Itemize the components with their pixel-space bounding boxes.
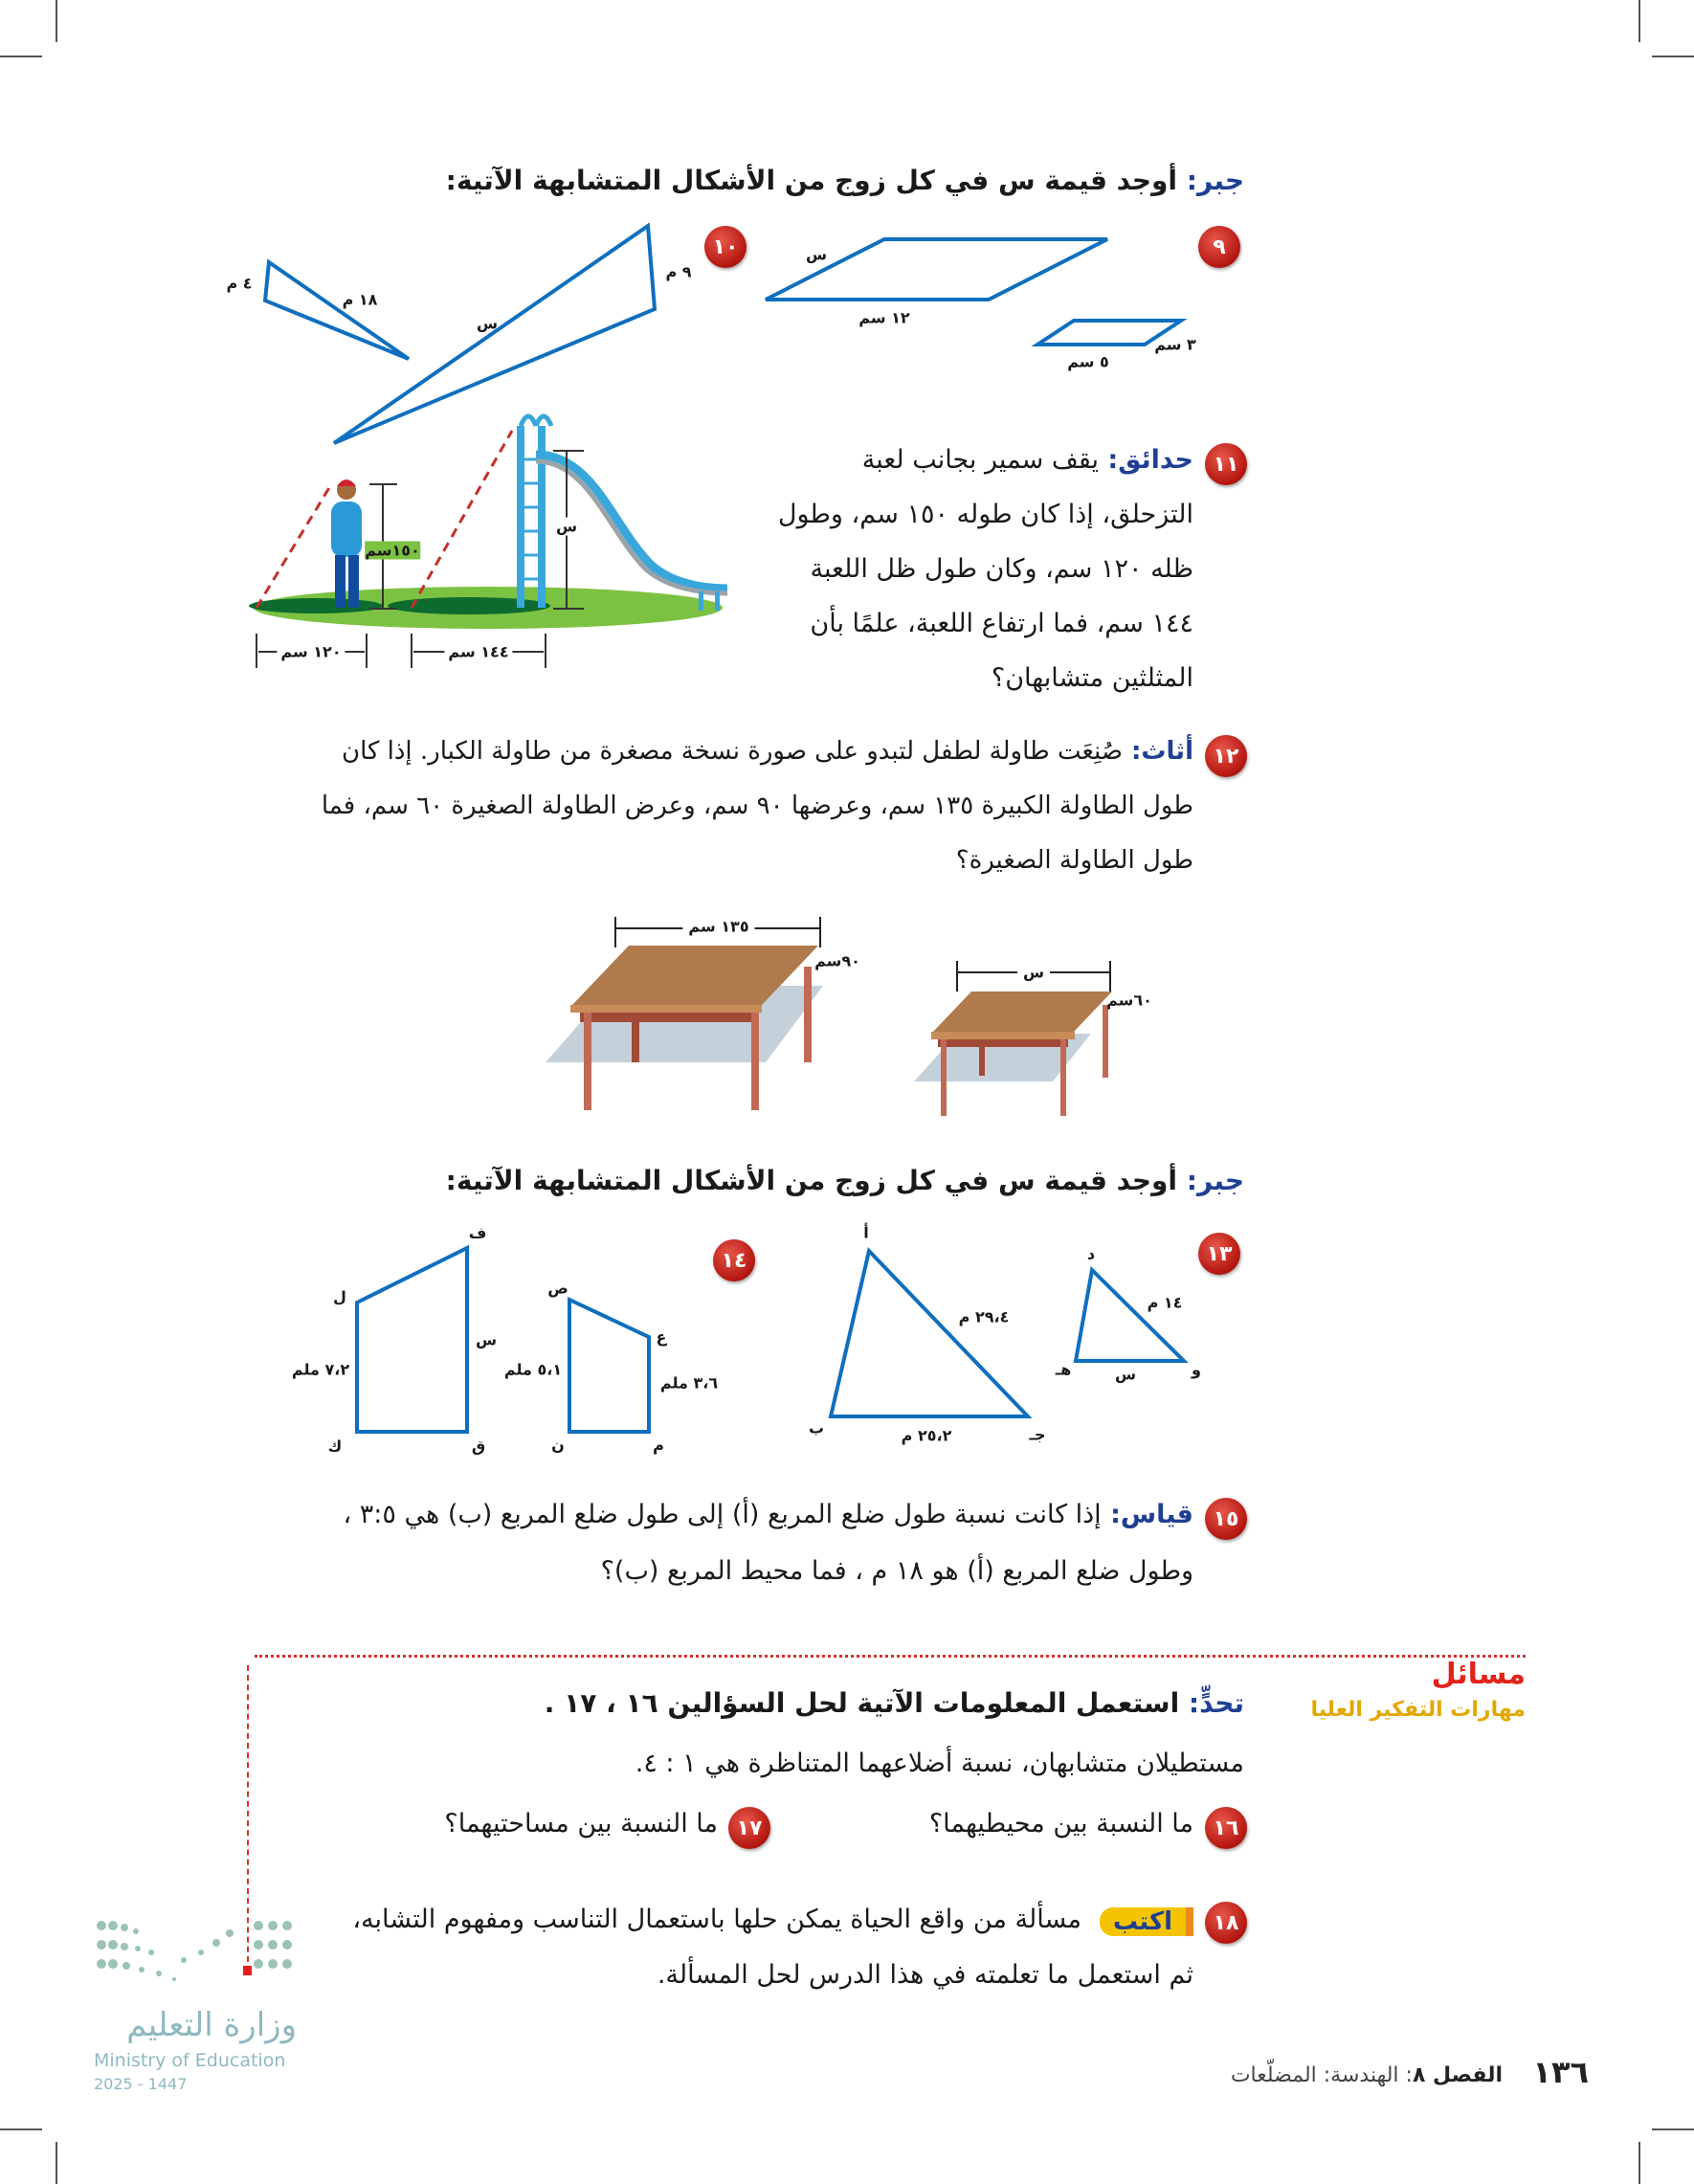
question-line: ظله ١٢٠ سم، وكان طول ظل اللعبة (810, 554, 1193, 584)
challenge-text: استعمل المعلومات الآتية لحل السؤالين ١٦ ، ١٧ . (544, 1687, 1180, 1719)
section-heading: جبر: أوجد قيمة س في كل زوج من الأشكال المتشابهة الآتية: (445, 165, 1244, 196)
vertex-label: ن (551, 1436, 565, 1455)
side-label: س (1114, 1365, 1137, 1384)
write-tag: اكتب (1100, 1907, 1193, 1936)
side-label: س (475, 1330, 498, 1349)
question-number-badge: ١٢ (1205, 735, 1247, 777)
large-triangle (334, 226, 655, 443)
heading-text: أوجد قيمة س في كل زوج من الأشكال المتشابهة الآتية: (445, 1165, 1178, 1196)
question-line: وطول ضلع المربع (أ) هو ١٨ م ، فما محيط المربع (ب)؟ (600, 1556, 1193, 1586)
shape-label: ٩ م (665, 262, 692, 281)
crop-mark (1652, 2128, 1694, 2130)
triangle-abj (831, 1251, 1028, 1416)
side-label: ٢٥،٢ م (901, 1426, 952, 1445)
challenge-keyword: تحدٍّ (1199, 1687, 1244, 1719)
vertex-label: ب (808, 1418, 825, 1437)
crop-mark (0, 2128, 42, 2130)
vertex-label: د (1086, 1244, 1096, 1263)
small-triangle (265, 262, 409, 359)
triangle-dhw (1076, 1270, 1184, 1361)
question-line: طول الطاولة الكبيرة ١٣٥ سم، وعرضها ٩٠ سم، وعرض الطاولة الصغيرة ٦٠ سم، فما (321, 791, 1193, 820)
question-text: إذا كانت نسبة طول ضلع المربع (أ) إلى طول ضلع المربع (ب) هي ٣:٥ ، (343, 1500, 1102, 1529)
big-table-width-label: ٩٠سم (814, 951, 860, 970)
side-label: ١٤ م (1147, 1293, 1183, 1312)
question-keyword: قياس (1120, 1500, 1193, 1529)
ministry-name-arabic: وزارة التعليم (126, 2006, 297, 2044)
shape-label: ٣ سم (1154, 335, 1196, 354)
question-line: أثاث: صُنِعَت طاولة لطفل لتبدو على صورة نسخة مصغرة من طاولة الكبار. إذا كان (341, 737, 1193, 766)
shape-label: ١٢ سم (858, 308, 910, 327)
question-number-badge: ١٣ (1198, 1233, 1240, 1275)
vertex-label: و (1192, 1360, 1201, 1379)
shape-label: ١٨ م (342, 290, 378, 309)
vertex-label: جـ (1029, 1425, 1046, 1444)
side-label: ٢٩،٤ م (958, 1307, 1010, 1326)
hots-border-top (255, 1655, 1526, 1658)
question-line: ١٤٤ سم، فما ارتفاع اللعبة، علمًا بأن (810, 609, 1193, 638)
question-line: المثلثين متشابهان؟ (991, 663, 1193, 693)
question-number-badge: ١٦ (1205, 1807, 1247, 1849)
shape-label: ٤ م (226, 274, 253, 293)
ministry-name-english: Ministry of Education (94, 2050, 286, 2071)
chapter-footer: الفصل ٨: الهندسة: المضلّعات (1230, 2063, 1503, 2087)
person-shadow-label: ١٢٠ سم (277, 643, 345, 661)
side-label: ٣،٦ ملم (659, 1373, 719, 1393)
heading-text: أوجد قيمة س في كل زوج من الأشكال المتشابهة الآتية: (445, 165, 1178, 196)
question-line: طول الطاولة الصغيرة؟ (955, 846, 1193, 875)
question-number-badge: ١٨ (1205, 1902, 1247, 1944)
side-label: ٧،٢ ملم (291, 1360, 350, 1379)
question-number-badge: ١٠ (704, 226, 747, 268)
small-table-width-label: ٦٠سم (1106, 991, 1152, 1010)
vertex-label: ق (471, 1437, 486, 1456)
question-keyword: أثاث (1141, 737, 1193, 766)
section-heading: جبر: أوجد قيمة س في كل زوج من الأشكال المتشابهة الآتية: (445, 1165, 1244, 1196)
question-line: ثم استعمل ما تعلمته في هذا الدرس لحل المسألة. (657, 1960, 1193, 1990)
question-keyword: حدائق (1118, 445, 1193, 475)
question-text: ما النسبة بين مساحتيهما؟ (444, 1809, 718, 1839)
chapter-title: الهندسة: المضلّعات (1230, 2063, 1399, 2087)
crop-mark (1638, 2142, 1640, 2184)
person-height-label: ١٥٠سم (365, 541, 420, 560)
vertex-label: ع (656, 1327, 667, 1347)
side-label: ٥،١ ملم (503, 1360, 563, 1379)
chapter-label: الفصل ٨ (1412, 2063, 1503, 2087)
big-table-length-label: ١٣٥ سم (682, 918, 754, 936)
question-text: ما النسبة بين محيطيهما؟ (928, 1809, 1193, 1839)
shape-label: ٥ سم (1067, 352, 1109, 371)
vertex-label: ص (547, 1279, 568, 1298)
question-text: صُنِعَت طاولة لطفل لتبدو على صورة نسخة مصغرة من طاولة الكبار. إذا كان (341, 737, 1123, 766)
question-line: قياس: إذا كانت نسبة طول ضلع المربع (أ) إلى طول ضلع المربع (ب) هي ٣:٥ ، (343, 1500, 1193, 1529)
question-text: يقف سمير بجانب لعبة (861, 445, 1099, 475)
question-number-badge: ١٤ (713, 1239, 755, 1281)
question-line: مسألة من واقع الحياة يمكن حلها باستعمال التناسب ومفهوم التشابه، (352, 1905, 1081, 1934)
slide-illustration (249, 412, 737, 680)
ministry-logo-dots (96, 1918, 301, 1983)
question-line: حدائق: يقف سمير بجانب لعبة (861, 445, 1193, 475)
tables-illustration (536, 909, 1168, 1120)
question-number-badge: ١٥ (1205, 1498, 1247, 1540)
vertex-label: ك (327, 1437, 343, 1456)
pentagon-large (357, 1248, 467, 1432)
question-number-badge: ١٧ (728, 1807, 770, 1849)
heading-keyword: جبر (1196, 165, 1244, 196)
info-text: مستطيلان متشابهان، نسبة أضلاعهما المتناظرة هي ١ : ٤. (635, 1749, 1244, 1778)
page-number: ١٣٦ (1532, 2054, 1589, 2090)
vertex-label: ل (333, 1287, 346, 1306)
shape-label: س (476, 314, 499, 333)
hots-title: مسائل (1431, 1658, 1526, 1691)
hots-subtitle: مهارات التفكير العليا (1310, 1698, 1526, 1722)
question-number-badge: ٩ (1198, 226, 1240, 268)
vertex-label: هـ (1055, 1360, 1072, 1379)
heading-keyword: جبر (1196, 1165, 1244, 1196)
question-line: التزحلق، إذا كان طوله ١٥٠ سم، وطول (777, 500, 1193, 529)
challenge-line: تحدٍّ: استعمل المعلومات الآتية لحل السؤالين ١٦ ، ١٧ . (544, 1687, 1244, 1719)
slide-shadow-label: ١٤٤ سم (444, 643, 512, 661)
pentagon-small (569, 1300, 649, 1432)
academic-years: 2025 - 1447 (94, 2075, 188, 2093)
vertex-label: أ (863, 1223, 869, 1242)
small-table-length-label: س (1017, 964, 1050, 982)
vertex-label: م (653, 1436, 664, 1455)
shape-label: س (805, 245, 828, 264)
question-number-badge: ١١ (1205, 443, 1247, 485)
crop-mark (56, 2142, 57, 2184)
vertex-label: ف (468, 1223, 487, 1242)
slide-height-label: س (555, 517, 578, 536)
